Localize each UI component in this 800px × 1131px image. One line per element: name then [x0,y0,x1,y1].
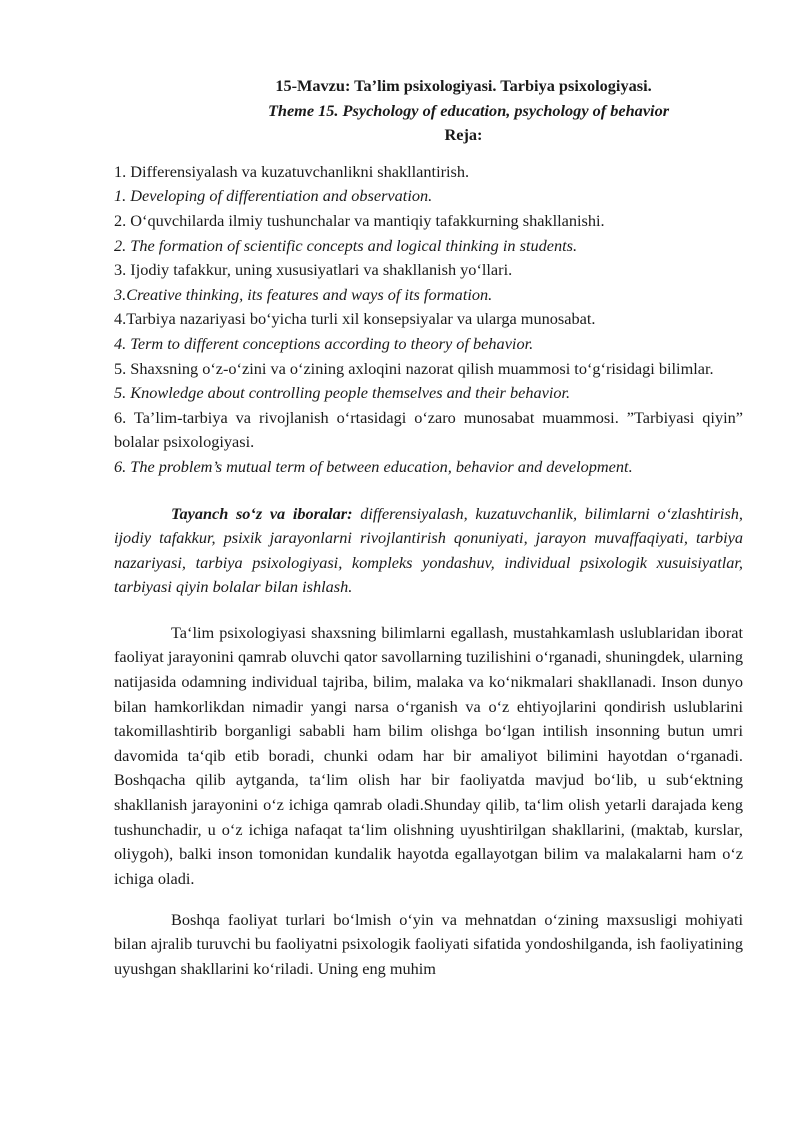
body-paragraph-2: Boshqa faoliyat turlari bo‘lmish o‘yin va mehnatdan o‘zining maxsusligi mohiyati bilan ajralib turuvchi bu faoliyatni psixologik faoliyati sifatida yondoshilganda, ish faoliyatining uyushgan shakllarini ko‘riladi. Uning eng muhim [114,909,743,978]
title-block [114,74,743,148]
plan-item-en: 6. The problem’s mutual term of between education, behavior and development. [114,456,633,476]
plan-item-uz: 6. Ta’lim-tarbiya va rivojlanish o‘rtasidagi o‘zaro munosabat muammosi. ”Tarbiyasi qiyin” bolalar psixologiyasi. [114,407,743,452]
title-uz: 15-Mavzu: Ta’lim psixologiyasi. Tarbiya psixologiyasi. [275,76,652,95]
plan-item-uz: 5. Shaxsning o‘z-o‘zini va o‘zining axloqini nazorat qilish muammosi to‘g‘risidagi bilimlar. [114,358,714,378]
keywords-text: differensiyalash, kuzatuvchanlik, bilimlarni o‘zlashtirish, ijodiy tafakkur, psixik jarayonlarni rivojlantirish qonuniyati, jarayon muvaffaqiyati, tarbiya nazariyasi, tarbiya psixologiyasi, kompleks yondashuv, individual psixologik xusuisiyatlar, tarbiyasi qiyin bolalar bilan ishlash. [114,503,743,597]
keywords-paragraph [114,502,743,600]
title-en: Theme 15. Psychology of education, psychology of behavior [267,100,670,120]
plan-item-uz: 2. O‘quvchilarda ilmiy tushunchalar va mantiqiy tafakkurning shakllanishi. [114,210,605,230]
plan-item-en: 3.Creative thinking, its features and ways of its formation. [114,284,493,304]
plan-item-en: 4. Term to different conceptions according to theory of behavior. [114,333,534,353]
plan-list [114,160,743,480]
keywords-label: Tayanch so‘z va iboralar: [171,503,353,523]
plan-item-uz: 3. Ijodiy tafakkur, uning xususiyatlari va shakllanish yo‘llari. [114,260,513,280]
body-paragraph-1: Ta‘lim psixologiyasi shaxsning bilimlarni egallash, mustahkamlash uslublaridan iborat faoliyat jarayonini qamrab oluvchi qator savollarning tuzilishini o‘rganadi, shuningdek, ularning natijasida odamning individual tajriba, bilim, malaka va ko‘nikmalari shakllanadi. Inson dunyo bilan hamkorlikdan nimadir yangi narsa o‘rganish va o‘z ehtiyojlarini qondirish uslublarini takomillashtirib borganligi sababli ham bilim olishga bo‘lgan intilish insonning butun umri davomida ta‘qib etib boradi, chunki odam har bir amaliyot bilimini hayotdan o‘rganadi. Boshqacha qilib aytganda, ta‘lim olish har bir faoliyatda mavjud bo‘lib, u sub‘ektning shakllanish jarayonini o‘z ichiga qamrab oladi.Shunday qilib, ta‘lim olish yetarli darajada keng tushunchadir, u o‘z ichiga nafaqat ta‘lim olishning uyushtirilgan shakllarini, (maktab, kurslar, oliygoh), balki inson tomonidan kundalik hayotda egallayotgan bilim va malakalarni ham o‘z ichiga oladi. [114,622,743,888]
plan-item-uz: 1. Differensiyalash va kuzatuvchanlikni shakllantirish. [114,161,470,181]
plan-item-en: 5. Knowledge about controlling people themselves and their behavior. [114,383,571,403]
plan-item-en: 1. Developing of differentiation and observation. [114,186,433,206]
plan-heading: Reja: [444,125,483,145]
plan-item-uz: 4.Tarbiya nazariyasi bo‘yicha turli xil konsepsiyalar va ularga munosabat. [114,309,596,329]
plan-item-en: 2. The formation of scientific concepts and logical thinking in students. [114,235,578,255]
